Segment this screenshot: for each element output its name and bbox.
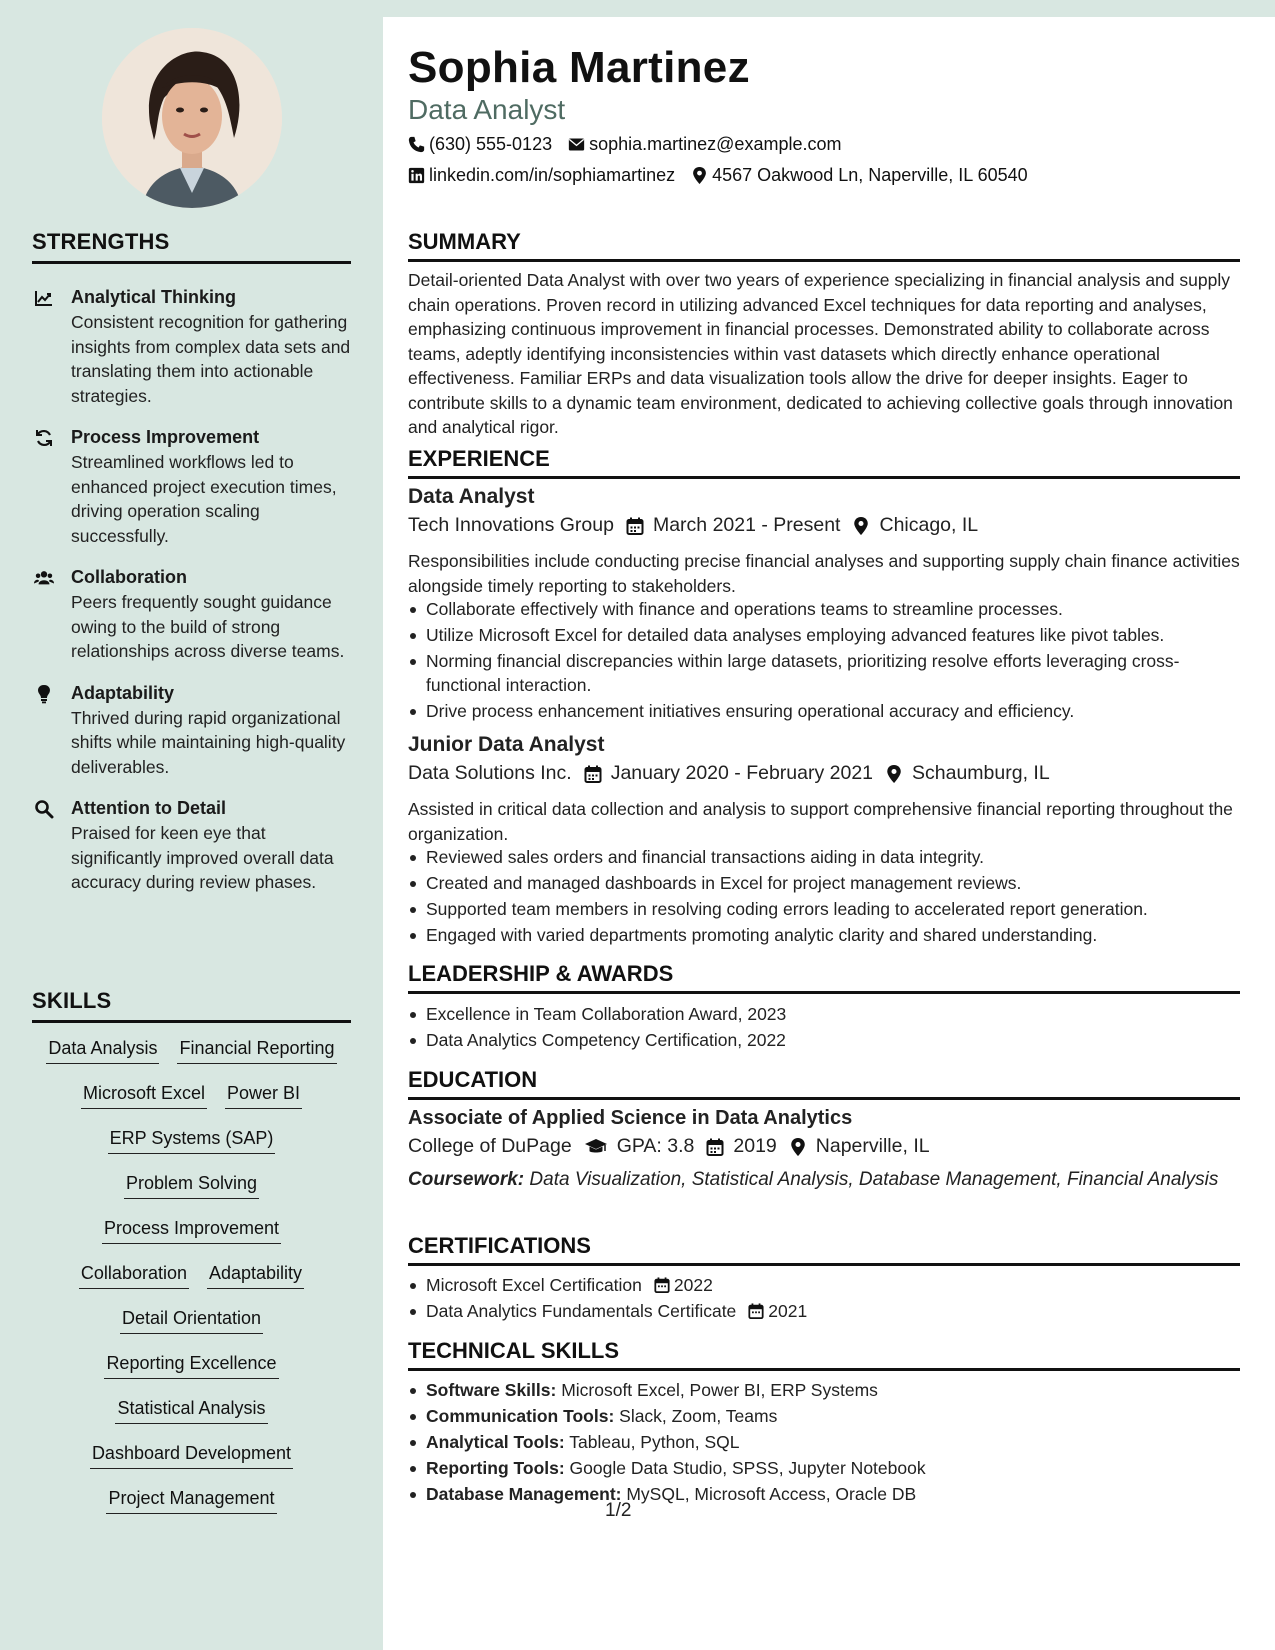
cert-name: Data Analytics Fundamentals Certificate bbox=[426, 1301, 737, 1321]
tech-value: Google Data Studio, SPSS, Jupyter Notebook bbox=[564, 1458, 926, 1478]
school-name: College of DuPage bbox=[408, 1135, 572, 1157]
list-item: Supported team members in resolving coding errors leading to accelerated report generation. bbox=[408, 897, 1240, 921]
technical-skills-list bbox=[408, 1378, 1240, 1508]
search-icon bbox=[34, 799, 54, 819]
strengths-list bbox=[32, 286, 351, 913]
skill-tag: Project Management bbox=[106, 1486, 276, 1514]
address-text: 4567 Oakwood Ln, Naperville, IL 60540 bbox=[712, 165, 1028, 185]
linkedin-text[interactable]: linkedin.com/in/sophiamartinez bbox=[429, 165, 676, 185]
list-item bbox=[408, 1273, 1240, 1297]
list-item: Engaged with varied departments promoting analytic clarity and shared understanding. bbox=[408, 923, 1240, 947]
awards-list bbox=[408, 1002, 1240, 1054]
education-meta bbox=[408, 1135, 942, 1158]
job-dates bbox=[626, 514, 841, 537]
tech-value: Tableau, Python, SQL bbox=[564, 1432, 740, 1452]
list-item: Excellence in Team Collaboration Award, 2023 bbox=[408, 1002, 1240, 1026]
calendar-icon bbox=[748, 1303, 764, 1319]
list-item bbox=[408, 1404, 1240, 1428]
list-item: Reviewed sales orders and financial transactions aiding in data integrity. bbox=[408, 845, 1240, 869]
coursework-label: Coursework: bbox=[408, 1169, 525, 1190]
lightbulb-icon bbox=[34, 684, 54, 704]
tech-value: Slack, Zoom, Teams bbox=[614, 1406, 778, 1426]
linkedin-icon bbox=[408, 167, 425, 184]
strength-desc: Consistent recognition for gathering insights from complex data sets and translating them into actionable strategies. bbox=[71, 312, 351, 406]
job-bullets bbox=[408, 845, 1240, 949]
avatar bbox=[102, 28, 282, 208]
job-meta bbox=[408, 514, 990, 537]
strength-title: Adaptability bbox=[71, 682, 175, 703]
cert-year: 2022 bbox=[673, 1275, 713, 1295]
strength-desc: Streamlined workflows led to enhanced project execution times, driving operation scaling successfully. bbox=[71, 452, 337, 546]
job-dates-text: January 2020 - February 2021 bbox=[610, 762, 874, 784]
tech-value: Microsoft Excel, Power BI, ERP Systems bbox=[556, 1380, 878, 1400]
tech-label: Communication Tools: bbox=[426, 1406, 615, 1426]
job-dates bbox=[584, 762, 873, 785]
cert-name: Microsoft Excel Certification bbox=[426, 1275, 642, 1295]
tech-label: Software Skills: bbox=[426, 1380, 557, 1400]
list-item: Drive process enhancement initiatives ensuring operational accuracy and efficiency. bbox=[408, 699, 1240, 723]
skill-tag: Problem Solving bbox=[124, 1171, 259, 1199]
company-name: Data Solutions Inc. bbox=[408, 762, 572, 784]
skill-tag: ERP Systems (SAP) bbox=[108, 1126, 276, 1154]
company-name: Tech Innovations Group bbox=[408, 514, 614, 536]
strength-desc: Thrived during rapid organizational shifts while maintaining high-quality deliverables. bbox=[71, 707, 346, 777]
list-item bbox=[408, 1299, 1240, 1323]
map-pin-icon bbox=[885, 765, 903, 783]
list-item: Collaborate effectively with finance and operations teams to streamline processes. bbox=[408, 597, 1240, 621]
strength-item bbox=[32, 566, 351, 664]
map-pin-icon bbox=[789, 1138, 807, 1156]
skill-tag: Financial Reporting bbox=[177, 1036, 336, 1064]
coursework-list: Data Visualization, Statistical Analysis, Database Management, Financial Analysis bbox=[524, 1169, 1219, 1190]
strength-item bbox=[32, 682, 351, 780]
job-description: Assisted in critical data collection and analysis to support comprehensive financial reporting throughout the organization. bbox=[408, 799, 1233, 844]
address-contact bbox=[691, 165, 1028, 186]
school-location bbox=[789, 1135, 930, 1158]
certifications-list bbox=[408, 1273, 1240, 1325]
cert-year: 2021 bbox=[768, 1301, 808, 1321]
skill-tag: Adaptability bbox=[207, 1261, 304, 1289]
awards-heading: LEADERSHIP & AWARDS bbox=[408, 961, 1240, 994]
strength-item bbox=[32, 286, 351, 408]
tech-label: Database Management: bbox=[426, 1484, 622, 1504]
calendar-icon bbox=[584, 765, 602, 783]
list-item bbox=[408, 1482, 1240, 1506]
phone-text[interactable]: (630) 555-0123 bbox=[429, 134, 553, 154]
list-item: Data Analytics Competency Certification, 2022 bbox=[408, 1028, 1240, 1052]
strength-desc: Peers frequently sought guidance owing to the build of strong relationships across diverse teams. bbox=[71, 592, 345, 661]
job-location bbox=[885, 762, 1050, 785]
map-pin-icon bbox=[852, 517, 870, 535]
skill-tag: Collaboration bbox=[79, 1261, 189, 1289]
grad-year-text: 2019 bbox=[733, 1135, 777, 1157]
avatar-portrait-image bbox=[102, 28, 282, 208]
job-location-text: Chicago, IL bbox=[879, 514, 979, 536]
skills-heading: SKILLS bbox=[32, 988, 351, 1023]
calendar-icon bbox=[654, 1277, 670, 1293]
strength-title: Attention to Detail bbox=[71, 798, 226, 818]
strength-title: Process Improvement bbox=[71, 427, 260, 447]
degree-title: Associate of Applied Science in Data Analytics bbox=[408, 1107, 853, 1129]
gpa-text: GPA: 3.8 bbox=[616, 1135, 695, 1157]
skill-tag: Microsoft Excel bbox=[81, 1081, 207, 1109]
list-item: Utilize Microsoft Excel for detailed data analyses employing advanced features like pivot tables. bbox=[408, 623, 1240, 647]
skill-tag: Reporting Excellence bbox=[104, 1351, 278, 1379]
skills-list bbox=[32, 1036, 351, 1531]
job-title: Junior Data Analyst bbox=[408, 733, 605, 756]
list-item bbox=[408, 1456, 1240, 1480]
contact-line-1 bbox=[408, 134, 857, 155]
strength-title: Collaboration bbox=[71, 567, 187, 587]
job-bullets bbox=[408, 597, 1240, 725]
main-content bbox=[383, 17, 1275, 1650]
tech-value: MySQL, Microsoft Access, Oracle DB bbox=[621, 1484, 917, 1504]
refresh-icon bbox=[34, 428, 54, 448]
strength-desc: Praised for keen eye that significantly improved overall data accuracy during review phases. bbox=[71, 823, 334, 892]
envelope-icon bbox=[568, 136, 585, 153]
strength-title: Analytical Thinking bbox=[71, 287, 237, 307]
grad-year bbox=[706, 1135, 776, 1158]
skill-tag: Statistical Analysis bbox=[115, 1396, 267, 1424]
page-number: 1/2 bbox=[605, 1500, 632, 1521]
skill-tag: Dashboard Development bbox=[90, 1441, 293, 1469]
phone-contact bbox=[408, 134, 552, 155]
job-location-text: Schaumburg, IL bbox=[912, 762, 1050, 784]
school-location-text: Naperville, IL bbox=[815, 1135, 930, 1157]
strength-item bbox=[32, 426, 351, 548]
skill-tag: Process Improvement bbox=[102, 1216, 281, 1244]
coursework bbox=[408, 1168, 1240, 1192]
job-title: Data Analyst bbox=[408, 485, 535, 508]
person-name: Sophia Martinez bbox=[408, 43, 750, 92]
education-heading: EDUCATION bbox=[408, 1067, 1240, 1100]
calendar-icon bbox=[626, 517, 644, 535]
graduation-cap-icon bbox=[584, 1138, 608, 1156]
skill-tag: Data Analysis bbox=[46, 1036, 159, 1064]
contact-line-2 bbox=[408, 165, 1044, 186]
users-icon bbox=[34, 568, 54, 588]
gpa bbox=[584, 1135, 695, 1158]
email-text[interactable]: sophia.martinez@example.com bbox=[589, 134, 842, 154]
job-description: Responsibilities include conducting precise financial analyses and supporting supply chain finance activities alongside timely reporting to stakeholders. bbox=[408, 551, 1240, 596]
job-location bbox=[852, 514, 978, 537]
certifications-heading: CERTIFICATIONS bbox=[408, 1233, 1240, 1266]
tech-label: Analytical Tools: bbox=[426, 1432, 565, 1452]
experience-heading: EXPERIENCE bbox=[408, 446, 1240, 479]
technical-skills-heading: TECHNICAL SKILLS bbox=[408, 1338, 1240, 1371]
list-item: Created and managed dashboards in Excel for project management reviews. bbox=[408, 871, 1240, 895]
map-pin-icon bbox=[691, 167, 708, 184]
tech-label: Reporting Tools: bbox=[426, 1458, 565, 1478]
calendar-icon bbox=[706, 1138, 724, 1156]
list-item: Norming financial discrepancies within large datasets, prioritizing resolve efforts leveraging cross-functional interaction. bbox=[408, 649, 1240, 697]
job-title-header: Data Analyst bbox=[408, 94, 566, 125]
email-contact bbox=[568, 134, 841, 155]
sidebar bbox=[0, 0, 383, 1650]
strengths-heading: STRENGTHS bbox=[32, 229, 351, 264]
list-item bbox=[408, 1378, 1240, 1402]
linkedin-contact bbox=[408, 165, 675, 186]
phone-icon bbox=[408, 136, 425, 153]
list-item bbox=[408, 1430, 1240, 1454]
summary-heading: SUMMARY bbox=[408, 229, 1240, 262]
chart-line-icon bbox=[34, 288, 54, 308]
summary-text: Detail-oriented Data Analyst with over two years of experience specializing in financial analysis and supply chain operations. Proven record in utilizing advanced Excel techniques for data reporting and analyses, emphasizing continuous improvement in financial processes. Demonstrated ability to collaborate across teams, adeptly identifying inconsistencies within vast datasets which directly enhance operational effectiveness. Familiar ERPs and data visualization tools allow the drive for deeper insights. Eager to contribute skills to a dynamic team environment, dedicated to achieving collective goals through innovation and analytical rigor. bbox=[408, 270, 1233, 437]
skill-tag: Power BI bbox=[225, 1081, 302, 1109]
skill-tag: Detail Orientation bbox=[120, 1306, 263, 1334]
job-dates-text: March 2021 - Present bbox=[652, 514, 841, 536]
job-meta bbox=[408, 762, 1062, 785]
strength-item bbox=[32, 797, 351, 895]
